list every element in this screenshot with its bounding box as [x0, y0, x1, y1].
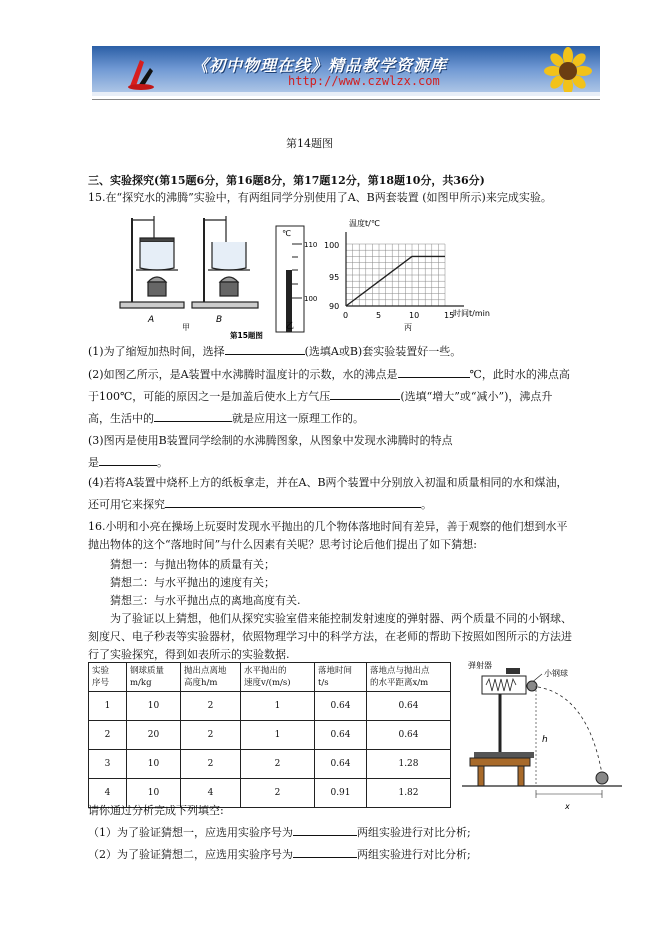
section-3-heading: 三、实验探究(第15题6分，第16题8分，第17题12分，第18题10分，共36分)	[88, 174, 485, 187]
q16-intro-line1: 16.小明和小亮在操场上玩耍时发现水平抛出的几个物体落地时间有差异，善于观察的他们想到水平	[88, 520, 568, 533]
label-bing: 丙	[404, 323, 412, 332]
header-banner	[92, 46, 600, 96]
x-tick-5: 5	[376, 311, 382, 320]
q15-blank-3[interactable]	[330, 389, 400, 400]
table-cell: 0.64	[315, 721, 367, 750]
launcher-figure	[462, 656, 622, 814]
table-header-cell: 抛出点离地 高度h/m	[181, 663, 241, 692]
table-header-cell: 钢球质量 m/kg	[127, 663, 181, 692]
table-row	[89, 750, 451, 779]
x-label: x	[565, 802, 570, 811]
thermo-tick-100: 100	[304, 295, 318, 303]
q16-para-line2: 刻度尺、电子秒表等实验器材，依照物理学习中的科学方法，在老师的帮助下按照如图所示的方法进	[88, 630, 572, 643]
table-cell: 20	[127, 721, 181, 750]
table-header-row	[89, 663, 451, 692]
launcher-label: 弹射器	[468, 661, 492, 670]
q16-para-line3: 行了实验探究，得到如表所示的实验数据.	[88, 648, 290, 661]
banner-url: http://www.czwlzx.com	[288, 74, 440, 88]
table-cell: 2	[181, 750, 241, 779]
graph-ylabel: 温度t/℃	[349, 219, 380, 228]
table-cell: 0.64	[315, 692, 367, 721]
q16-intro-line2: 抛出物体的这个“落地时间”与什么因素有关呢？思考讨论后他们提出了如下猜想:	[88, 538, 477, 551]
ball-landed	[596, 772, 608, 784]
table-cell: 1.82	[367, 779, 451, 808]
table-cell: 0.64	[367, 692, 451, 721]
q15-blank-1[interactable]	[225, 344, 305, 355]
q15-part4-line1: (4)若将A装置中烧杯上方的纸板拿走，并在A、B两个装置中分别放入初温和质量相同的水和煤油，	[88, 476, 568, 489]
table-row	[89, 692, 451, 721]
figure-14-caption: 第14题图	[286, 137, 333, 150]
graph-xlabel: 时间t/min	[453, 309, 490, 318]
ball-start	[527, 681, 537, 691]
q16-blank-1[interactable]	[293, 825, 357, 836]
h-label: h	[542, 735, 548, 745]
launcher-body	[482, 676, 526, 694]
table-cell: 1.28	[367, 750, 451, 779]
figure-15-caption: 第15题图	[230, 331, 263, 340]
q15-blank-6[interactable]	[165, 497, 421, 508]
table-header-cell: 落地点与抛出点 的水平距离x/m	[367, 663, 451, 692]
table-cell: 3	[89, 750, 127, 779]
y-tick-100: 100	[324, 241, 340, 250]
q15-part4-line2: 还可用它来探究 。	[88, 498, 432, 511]
table-cell: 1	[241, 692, 315, 721]
q16-guess-1: 猜想一：与抛出物体的质量有关；	[110, 558, 275, 571]
q15-blank-4[interactable]	[154, 411, 232, 422]
label-a: A	[148, 315, 155, 325]
figure-15	[118, 210, 490, 342]
x-tick-0: 0	[343, 311, 349, 320]
q15-part2-line1: (2)如图乙所示，是A装置中水沸腾时温度计的示数，水的沸点是 ℃，此时水的沸点高	[88, 368, 570, 381]
table-cell: 10	[127, 692, 181, 721]
label-jia: 甲	[182, 323, 190, 332]
table-cell: 0.64	[367, 721, 451, 750]
label-yi: 乙	[286, 321, 294, 330]
q16-para-line1: 为了验证以上猜想，他们从探究实验室借来能控制发射速度的弹射器、两个质量不同的小钢球、	[110, 612, 572, 625]
ball-label: 小钢球	[544, 669, 568, 678]
experiment-data-table	[88, 662, 451, 808]
spring	[486, 679, 516, 691]
q16-prompt: 请你通过分析完成下列填空:	[88, 804, 224, 817]
table-cell: 10	[127, 750, 181, 779]
thermometer-yi	[276, 226, 317, 332]
q16-fill-2: （2）为了验证猜想二，应选用实验序号为 两组实验进行对比分析;	[88, 848, 471, 861]
q15-part3-line2: 是 。	[88, 456, 168, 469]
apparatus-a	[120, 216, 184, 308]
q15-part1: (1)为了缩短加热时间，选择 (选填A或B)套实验装置好一些。	[88, 345, 462, 358]
q16-fill-1: （1）为了验证猜想一，应选用实验序号为 两组实验进行对比分析;	[88, 826, 471, 839]
table-header-cell: 实验 序号	[89, 663, 127, 692]
table-cell: 2	[89, 721, 127, 750]
q15-part2-line2: 于100℃，可能的原因之一是加盖后使水上方气压 (选填“增大”或“减小”)，沸点升	[88, 390, 553, 403]
boiling-graph-bing	[324, 218, 490, 332]
table-header-cell: 水平抛出的 速度v/(m/s)	[241, 663, 315, 692]
q16-blank-2[interactable]	[293, 847, 357, 858]
y-tick-90: 90	[329, 302, 340, 311]
trajectory	[538, 687, 602, 774]
q15-part3-line1: (3)图丙是使用B装置同学绘制的水沸腾图象，从图象中发现水沸腾时的特点	[88, 434, 453, 447]
label-b: B	[216, 315, 223, 325]
apparatus-b	[192, 216, 258, 308]
site-logo-icon	[126, 56, 156, 90]
thermo-tick-110: 110	[304, 241, 318, 249]
table-cell: 0.64	[315, 750, 367, 779]
y-tick-95: 95	[329, 273, 340, 282]
q15-blank-5[interactable]	[99, 455, 157, 466]
thermo-unit: ℃	[282, 229, 291, 238]
q15-part2-line3: 高，生活中的 就是应用这一原理工作的。	[88, 412, 364, 425]
table-cell: 2	[241, 779, 315, 808]
table-cell: 1	[241, 721, 315, 750]
sunflower-icon	[540, 48, 596, 94]
table-cell: 2	[241, 750, 315, 779]
q16-guess-2: 猜想二：与水平抛出的速度有关；	[110, 576, 275, 589]
q15-blank-2[interactable]	[398, 367, 470, 378]
q16-guess-3: 猜想三：与水平抛出点的离地高度有关.	[110, 594, 301, 607]
table-header-cell: 落地时间 t/s	[315, 663, 367, 692]
table-cell: 4	[181, 779, 241, 808]
table-cell: 2	[181, 721, 241, 750]
table-cell: 1	[89, 692, 127, 721]
table-cell: 4	[89, 779, 127, 808]
x-tick-15: 15	[444, 311, 455, 320]
header-rule	[92, 99, 600, 100]
x-tick-10: 10	[409, 311, 420, 320]
table-cell: 0.91	[315, 779, 367, 808]
table-cell: 10	[127, 779, 181, 808]
banner-title: 《初中物理在线》精品教学资源库	[192, 56, 448, 75]
table-cell: 2	[181, 692, 241, 721]
q15-intro: 15.在“探究水的沸腾”实验中，有两组同学分别使用了A、B两套装置 (如图甲所示)来完成实验。	[88, 191, 552, 204]
table-row	[89, 721, 451, 750]
